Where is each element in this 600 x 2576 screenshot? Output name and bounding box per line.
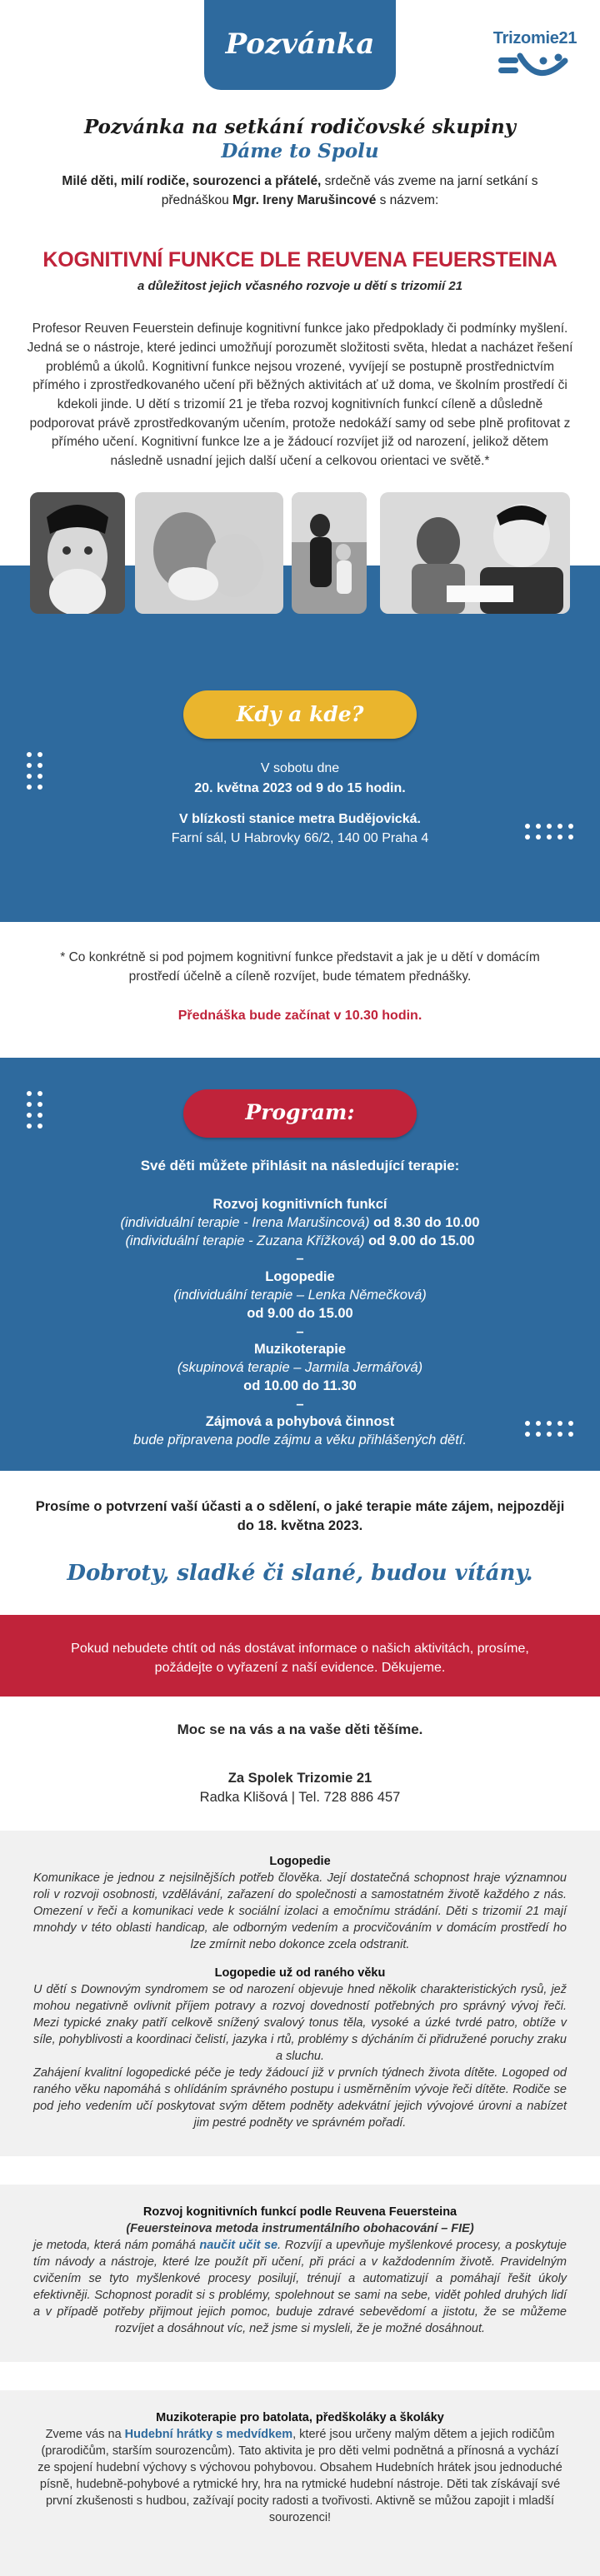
decor-dots-program-right xyxy=(525,1421,573,1437)
music-games-link[interactable]: Hudební hrátky s medvídkem xyxy=(124,2427,293,2441)
info-title: Muzikoterapie pro batolata, předškoláky a školáky xyxy=(156,2410,444,2424)
info-text: Zveme vás na xyxy=(45,2427,125,2441)
smile-logo-icon xyxy=(495,52,575,89)
info-text: je metoda, která nám pomáhá xyxy=(33,2238,200,2252)
info-text: . Rozvíjí a upevňuje myšlenkové procesy, a poskytuje tím návody a nástroje, které lze použít při učení, při práci a v každodenním životě. Pravidelným cvičením se tyto myšlenkové procesy posilují, trénují a automatizují a pomáhají řešit úkoly efektivněji. Schopnost poradit si s problémy, spolehnout se sami na sebe, vidět pohled druhých lidí a v případě potřeby přijmout jejich pomoc, buduje zdravé sebevědomí a jistotu, že se můžeme rozvíjet a dosáhnout víc, než jsme si mysleli, že je možné dosáhnout. xyxy=(33,2238,567,2335)
info-text: U dětí s Downovým syndromem se od narození objevuje hned několik charakteristických rysů, jež mohou negativně ovlivnit příjem potravy a rozvoj dovedností potřebných pro správný vývoj řeči. Mezi typické znaky patří celkově snížený svalový tonus těla, vysoké a úzké tvrdé patro, obtíže v síle, pohyblivosti a koordinaci čelistí, jazyka i rtů, problémy s dýcháním či přidružené poruchy zraku a sluchu. xyxy=(33,1982,567,2063)
greeting-text: srdečně vás zveme na jarní setkání s přednáškou xyxy=(161,174,538,207)
event-date: 20. května 2023 od 9 do 15 hodin. xyxy=(194,780,406,795)
when-where-section xyxy=(0,566,600,922)
decor-dots-right xyxy=(525,824,573,840)
greeting-salutation: Milé děti, milí rodiče, sourozenci a přátelé, xyxy=(62,174,322,189)
trizomie21-logo[interactable] xyxy=(488,27,582,89)
lecture-subtitle: a důležitost jejich včasného rozvoje u dětí s trizomií 21 xyxy=(137,278,463,293)
therapy-title-cognitive: Rozvoj kognitivních funkcí xyxy=(212,1197,388,1213)
info-title: Logopedie xyxy=(269,1854,331,1868)
info-speech-therapy xyxy=(33,1853,567,2131)
signature xyxy=(0,1769,600,1807)
therapy-note: (individuální terapie – Lenka Němečková) xyxy=(173,1288,427,1303)
lecture-title: KOGNITIVNÍ FUNKCE DLE REUVENA FEUERSTEINA xyxy=(42,248,558,272)
program-heading xyxy=(183,1089,417,1138)
therapy-time: od 10.00 do 11.30 xyxy=(243,1378,357,1393)
signature-org: Za Spolek Trizomie 21 xyxy=(228,1770,372,1786)
event-address: Farní sál, U Habrovky 66/2, 140 00 Praha 4 xyxy=(171,830,429,845)
photo-walking xyxy=(292,492,367,614)
info-feuerstein xyxy=(33,2204,567,2337)
group-name: Dáme to Spolu xyxy=(221,139,379,162)
footnote: * Co konkrétně si pod pojmem kognitivní funkce představit a jak je u dětí v domácím prostředí účelně a cíleně rozvíjet, bude tématem přednášky. xyxy=(60,950,540,984)
therapy-note: bude připravena podle zájmu a věku přihlášených dětí. xyxy=(133,1432,467,1448)
program-lead: Své děti můžete přihlásit na následující terapie: xyxy=(140,1157,460,1173)
event-info xyxy=(0,759,600,848)
invitation-tab xyxy=(204,0,396,90)
lecture-start-time: Přednáška bude začínat v 10.30 hodin. xyxy=(178,1009,422,1024)
info-section xyxy=(0,1831,600,2156)
decor-dots-program-left xyxy=(27,1091,42,1129)
speaker-name: Mgr. Ireny Marušincové xyxy=(232,192,377,207)
program-list xyxy=(0,1196,600,1450)
info-subtitle: (Feuersteinova metoda instrumentálního obohacování – FIE) xyxy=(126,2221,474,2235)
closing-line: Moc se na vás a na vaše děti těšíme. xyxy=(177,1721,423,1738)
info-text: Zahájení kvalitní logopedické péče je tedy žádoucí již v prvních týdnech života dítěte. Logoped od raného věku napomáhá s ohlídáním správného postupu i usměrněním vývoje řeči dítěte. Rodiče se pod jeho vedením učí poskytovat svým dětem podněty adekvátní jejich vývojové úrovni a nabízet jim pestré podněty ve správném pořadí. xyxy=(33,2065,567,2130)
lecture-intro: Profesor Reuven Feuerstein definuje kognitivní funkce jako předpoklady či podmínky myšlení. Jedná se o nástroje, které jedinci umožňují porozumět složitosti světa, hledat a nacházet řešení problémů a úkolů. Kognitivní funkce nejsou vrozené, vyvíjejí se postupně prostřednictvím přímého i zprostředkovaného učení při běžných aktivitách ať už doma, ve školním prostředí či kdekoli jinde. U dětí s trizomií 21 je třeba rozvoj kognitivních funkcí cíleně a důsledně podporovat právě zprostředkovaným učením, protože nedokáží samy od sebe plně profitovat z přímého učení. Kognitivní funkce lze a je žádoucí rozvíjet již od narození, jelikož dětem následně usnadní jejich další učení a celkovou orientaci ve světě.* xyxy=(27,321,573,468)
info-text: Komunikace je jednou z nejsilnějších potřeb člověka. Její dostatečná schopnost hraje významnou roli v rozvoji osobnosti, vzdělávání, zařazení do společnosti a samostatném životě každého z nás. Omezení v řeči a komunikaci vede k sociální izolaci a emočnímu strádání. Děti s trizomií 21 mají mnohdy v této oblasti handicap, ale odborným vedením a procvičováním v domácím prostředí ho lze zmírnit nebo dokonce zcela odstranit. xyxy=(33,1871,567,1951)
spacer xyxy=(0,2362,600,2390)
rsvp-request: Prosíme o potvrzení vaší účasti a o sdělení, o jaké terapie máte zájem, nejpozději do 18. května 2023. xyxy=(35,1498,565,1534)
therapy-time: od 8.30 do 10.00 xyxy=(369,1214,480,1230)
greeting-end: s názvem: xyxy=(376,192,439,207)
info-title: Rozvoj kognitivních funkcí podle Reuvena Feuersteina xyxy=(142,2205,458,2219)
therapy-note: (individuální terapie - Zuzana Křížková) xyxy=(125,1233,365,1248)
therapy-title-speech: Logopedie xyxy=(265,1269,335,1285)
info-subtitle: Logopedie už od raného věku xyxy=(214,1966,386,1980)
header xyxy=(0,0,600,115)
separator-dash: – xyxy=(296,1396,304,1412)
info-section-music xyxy=(0,2390,600,2576)
event-day: V sobotu dne xyxy=(260,761,340,776)
learn-to-learn-link[interactable]: naučit učit se xyxy=(199,2238,278,2252)
therapy-time: od 9.00 do 15.00 xyxy=(364,1233,475,1248)
refreshments-note: Dobroty, sladké či slané, budou vítány. xyxy=(67,1561,533,1587)
spacer xyxy=(0,2156,600,2185)
info-music-therapy xyxy=(33,2409,567,2526)
when-where-heading-text: Kdy a kde? xyxy=(236,702,364,727)
invitation-label: Pozvánka xyxy=(225,27,375,62)
signature-contact: Radka Klišová | Tel. 728 886 457 xyxy=(199,1789,401,1805)
photo-learning-session xyxy=(380,492,570,614)
photo-child-with-elder xyxy=(135,492,283,614)
photo-feuerstein-portrait xyxy=(30,492,125,614)
photo-strip xyxy=(0,492,600,624)
logo-text: Trizomie21 xyxy=(492,29,578,47)
unsubscribe-text: Pokud nebudete chtít od nás dostávat informace o našich aktivitách, prosíme, požádejte o vyřazení z naší evidence. Děkujeme. xyxy=(71,1642,529,1675)
therapy-note: (skupinová terapie – Jarmila Jermářová) xyxy=(177,1360,423,1376)
therapy-note: (individuální terapie - Irena Marušincová) xyxy=(120,1214,370,1230)
event-place: V blízkosti stanice metra Budějovická. xyxy=(179,811,421,826)
separator-dash: – xyxy=(296,1251,304,1267)
unsubscribe-banner xyxy=(0,1615,600,1697)
therapy-title-activity: Zájmová a pohybová činnost xyxy=(205,1414,395,1430)
program-section xyxy=(0,1058,600,1471)
therapy-title-music: Muzikoterapie xyxy=(253,1342,347,1358)
decor-dots-left xyxy=(27,752,42,790)
greeting xyxy=(33,172,567,210)
separator-dash: – xyxy=(296,1323,304,1339)
info-text: , které jsou určeny malým dětem a jejich rodičům (prarodičům, starším sourozencům). Tato aktivita je pro děti velmi podnětná a přínosná a vychází ze spojení hudební výchovy s výchovou pohybovou. Obsahem Hudebních hrátek jsou jednoduché písně, hudebně-pohybové a rytmické hry, hra na rytmické hudební nástroje. Děti tak získávají své první zkušenosti s hudbou, zažívají pocity radosti a tvořivosti. Aktivně se můžou zapojit i mladší sourozenci! xyxy=(38,2427,562,2524)
program-heading-text: Program: xyxy=(245,1100,355,1125)
when-where-heading xyxy=(183,690,417,739)
page-title: Pozvánka na setkání rodičovské skupiny xyxy=(83,116,517,138)
therapy-time: od 9.00 do 15.00 xyxy=(247,1305,353,1321)
info-section-feuerstein xyxy=(0,2185,600,2362)
